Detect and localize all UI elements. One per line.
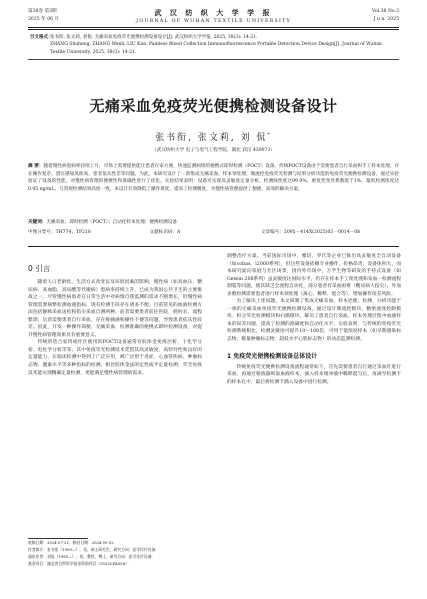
- header-rule-thick: [28, 27, 399, 28]
- footnote-author: 作者简介：张书衔（1999—），男，硕士研究生，研究方向：医学诊疗设备.: [28, 546, 157, 552]
- footnote-received: 收稿日期：2024-07-21；修回日期：2024-09-02.: [28, 540, 115, 545]
- body-rule: [28, 246, 399, 247]
- citation-label: 引文格式：: [30, 35, 53, 40]
- body-column-right: [227, 253, 401, 386]
- section-1-paragraph-1: 传统免疫荧光便携检测设备流程通常如下，首先需要患者自行通过采血针进行采血，再通过移液器吸取血液样本，滴入样本缓冲液中稀释混匀后，再滴至检测卡的样本孔中，最后将检测卡插入设备中进行检测。: [227, 364, 401, 385]
- abstract: [28, 163, 399, 193]
- keywords: [28, 219, 399, 227]
- article-authors: [0, 130, 427, 143]
- intro-paragraph-2: 传统的适合家用或社区使用的POCT设备通常有胶体金免疫层析、干化学分析、电化学分析等等。其中免疫荧光检测技术凭借其高灵敏度、高特异性和良好的定量能力，在临床检测中得到了广泛应用，被广泛用于炎症、心血管疾病、肿瘤标志物、激素水平等多种指标的检测。相比胶体金法的定性或半定量检测，荧光免疫技术能实现精确定量检测，更能满足慢性病管理的需求。: [28, 340, 202, 376]
- date-en: J u n. 2025: [373, 17, 399, 22]
- citation-en: ZHANG Shuheng, ZHANG Wenli, LIU Kan. Painless Blood Collection Immunofluorescence Portable Detection Device Design[J]. Journal of Wuhan Textile University, 2025, 38(3): 14-21.: [50, 42, 382, 55]
- citation-cn: 张书衔, 张文莉, 刘倪. 无痛采血免疫荧光便携检测设备设计[J]. 武汉纺织大学学报, 2025, 38(3): 14-21.: [50, 35, 258, 40]
- article-title: 无痛采血免疫荧光便携检测设备设计: [89, 97, 338, 115]
- article-affiliation: （武汉纺织大学 电子与电气工程学院，湖北 武汉 430073）: [152, 148, 275, 153]
- footnote-corresponding: 通讯作者：刘侃（1983—），男，教授，博士，研究方向：医学诊疗设备.: [28, 553, 153, 559]
- footnote-rule: [28, 538, 88, 539]
- volume-issue-en: Vol.38 No.3: [372, 9, 399, 14]
- classification: [28, 229, 399, 237]
- journal-name-en: JOURNAL OF WUHAN TEXTILE UNIVERSITY: [136, 19, 291, 24]
- body-column-left: [28, 253, 202, 377]
- right-paragraph-1: 调整治疗方案。当前国际市场中，雅培、罗氏等企业已推出高灵敏度全自动设备（如cobas、i2000系列），但这些设备依赖专业操作，价格昂贵，设备体积大，而本研究面向家庭与社区场景，国内外市场中，万孚生物等研发的手持式设备（如Getein 208系列）虽灵敏度达国际水平，仍存在样本手工预处理和采血－检测流程割裂等问题，使其缺乏全流程自动化，部分患者有采血困难（糖尿病人指尖），外加多数检测需要患者进行样本预处理（离心、稀释、混合等），增加操作误差风险。: [227, 254, 401, 297]
- authors-text: 张书衔, 张文莉, 刘 侃: [155, 133, 268, 143]
- authors-sup: *: [267, 132, 272, 138]
- volume-issue-cn: 第38卷 第3期: [28, 9, 57, 14]
- citation-rule: [28, 59, 399, 60]
- header-right: [372, 8, 399, 24]
- abstract-text: 随着慢性病患病率持续上升，市场上需要提供能让患者在家方便、快速监测病情的便携式即时检测（POCT）设备。传统POCT设备由于需要患者自行采血和手工样本处理，存在操作复杂、潜在感染风险高、患者依从性差等问题。为此，本研究设计了一款集成无痛采血、样本预处理、微流控免疫荧光检测与结果分析功能的免疫荧光便携检测设备，通过实验验证了设备的性能，对慢性病管理的便捷性和准确性进行了优化。实验结果表明：设备可实现高灵敏度定量分析，检测线性度达99.9%，重复性变异系数低于1%，最低检测浓度达0.05 ng/mL，与常规检测结果高度一致。本设计有效降低了操作难度，提高了检测精度，为慢性病管理提供了便捷、高效的解决方案。: [28, 164, 399, 192]
- header-rule-thin: [28, 29, 399, 30]
- date-cn: 2025 年 06 月: [28, 17, 60, 22]
- footnote: [28, 540, 213, 568]
- footnote-fund: 基金项目：湖北省自然科学基金资助项目（2022CFA058）.: [28, 560, 131, 566]
- abstract-label: 摘 要：: [28, 164, 44, 169]
- intro-paragraph-1: 随着人口老龄化、生活方式改变以及环境因素的影响，慢性病（如高血压、糖尿病、高血脂、高尿酸等代谢病）患病率持续上升，已成为我国公共卫生的主要挑战之一。尽管慢性病患者在日常生活中对病情自我监测的需求不断增长，但慢性病管理需要频繁检测血液指标，现有检测手段存在诸多不便。目前常见的血液检测方法包括静脉采血送检和指尖采血自测两种，前者需要患者前往医院，耗时长、流程繁琐；后者需要患者自行采血，存在疼痛感和操作不便等问题，导致患者依从性较差。因此，开发一种操作简便、无痛采血、检测准确的便携式即时检测设备，对提升慢性病管理效果具有重要意义。: [28, 280, 202, 338]
- citation-block: [50, 34, 397, 56]
- intro-heading: 0 引言: [28, 264, 51, 273]
- right-paragraph-2: 为了解决上述问题，本文研制了集成无痛采血、样本处理、检测、分析功能于一体的无痛采血免疫荧光便携检测设备。通过设计微流控模块、精密流体控制模块、积分荧光检测模块和扫描模块，解决了患者自行采血、样本处理过程中血液样本的误差问题，提高了检测的准确度和自动化水平。实验表明，与传统的免疫荧光检测系统相比，检测灵敏度可提升10～100倍，可用于低浓度样本（如早期感染标志物、微量肿瘤标志物、超低水平心肌标志物）的动态监测检测。: [227, 299, 401, 343]
- section-1-heading: 1 免疫荧光便携检测设备总体设计: [227, 352, 318, 360]
- keywords-text: 无痛采血；即时检测（POCT）；自动化样本处理；便携检测设备: [46, 220, 177, 225]
- header-center: [0, 8, 427, 26]
- journal-name-cn: 武 汉 纺 织 大 学 学 报: [154, 8, 273, 17]
- clc-number: 中图分类号：TH774；TP216: [28, 230, 91, 235]
- article-number: 文章编号：2095－414X(2025)03－0014－08: [260, 230, 361, 235]
- keywords-label: 关键词：: [28, 220, 47, 225]
- document-code: 文献标识码：A: [149, 230, 181, 235]
